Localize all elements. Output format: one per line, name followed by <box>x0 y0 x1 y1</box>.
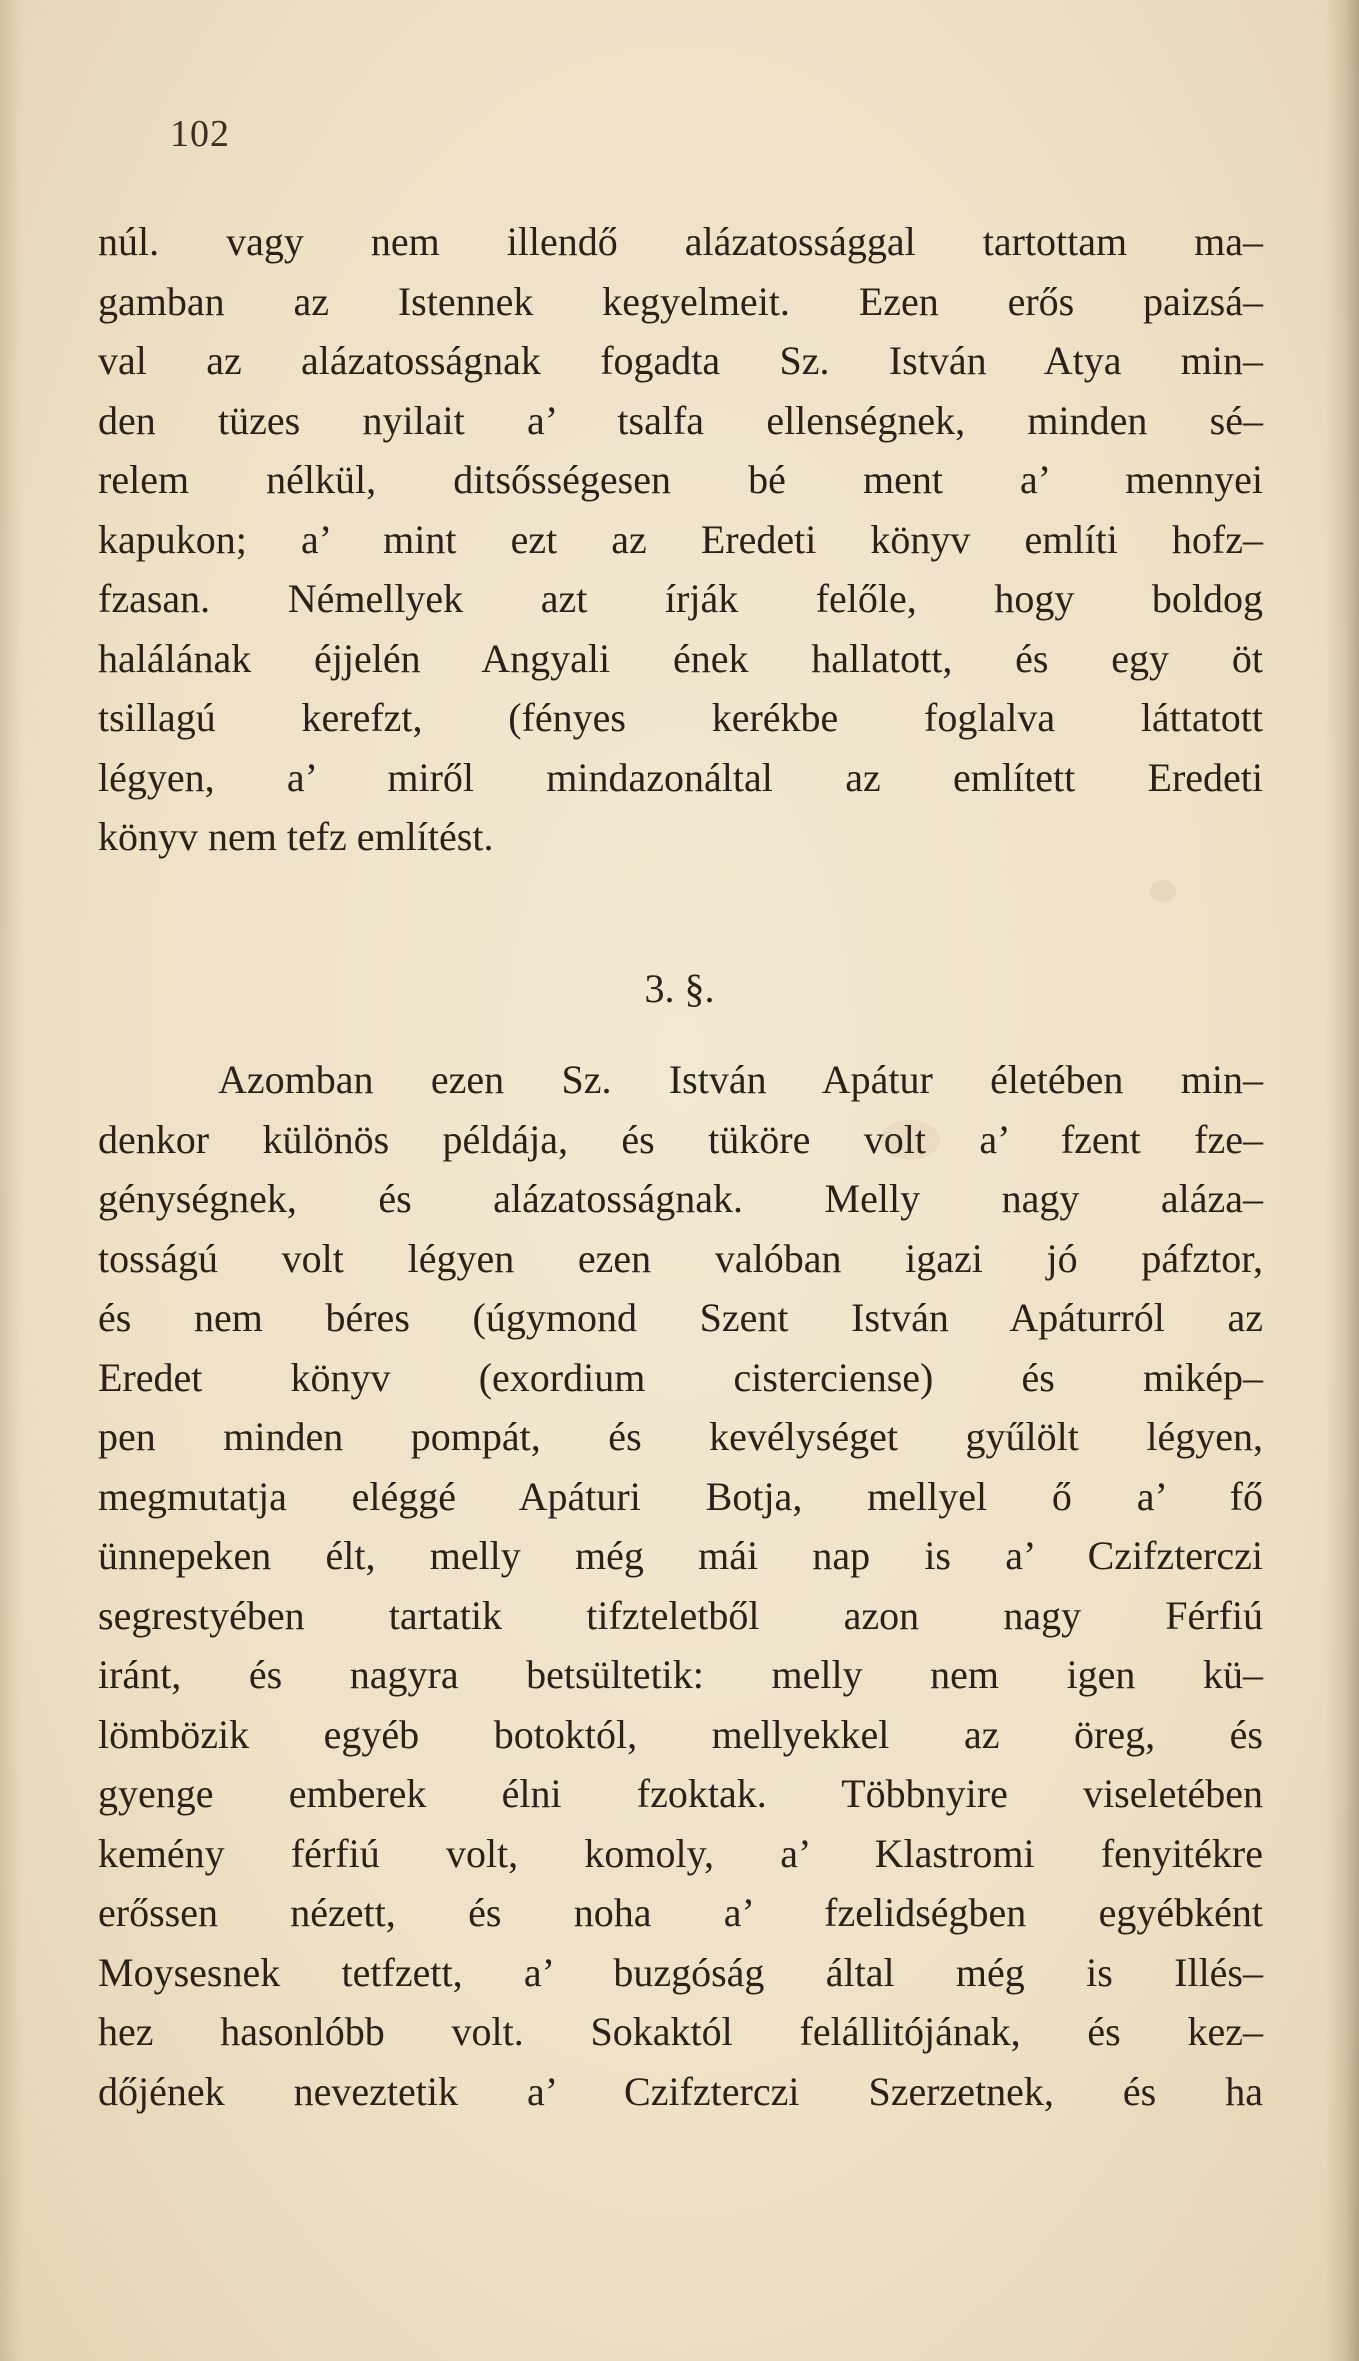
text-line: megmutatja eléggé Apáturi Botja, mellyel ő a’ fő <box>98 1473 1263 1519</box>
text-line: den tüzes nyilait a’ tsalfa ellenségnek, minden sé– <box>98 397 1263 443</box>
text-line: erőssen nézett, és noha a’ fzelidségben egyébként <box>98 1890 1263 1935</box>
text-line: pen minden pompát, és kevélységet gyűlölt légyen, <box>98 1414 1263 1459</box>
text-line: val az alázatosságnak fogadta Sz. István Atya min– <box>98 338 1263 383</box>
text-line: lömbözik egyéb botoktól, mellyekkel az öreg, és <box>98 1711 1263 1757</box>
page-right-edge-shadow <box>1325 0 1359 2361</box>
text-line: tsillagú kerefzt, (fényes kerékbe foglalva láttatott <box>98 695 1263 740</box>
paper-stain <box>1150 880 1176 902</box>
text-line: Azomban ezen Sz. István Apátur életében min– <box>218 1057 1263 1102</box>
text-line: ünnepeken élt, melly még mái nap is a’ Czifzterczi <box>98 1533 1263 1578</box>
text-line: génységnek, és alázatosságnak. Melly nagy aláza– <box>98 1176 1263 1221</box>
text-line: kapukon; a’ mint ezt az Eredeti könyv említi hofz– <box>98 516 1263 562</box>
text-line: relem nélkül, ditsősségesen bé ment a’ mennyei <box>98 457 1263 502</box>
text-line: tosságú volt légyen ezen valóban igazi jó páfztor, <box>98 1235 1263 1281</box>
text-line: segrestyében tartatik tifzteletből azon nagy Férfiú <box>98 1592 1263 1638</box>
text-line: Eredet könyv (exordium cisterciense) és mikép– <box>98 1354 1263 1400</box>
text-line: hez hasonlóbb volt. Sokaktól felállitójának, és kez– <box>98 2009 1263 2054</box>
paragraph-2 <box>98 1050 1263 2121</box>
page-number: 102 <box>170 113 230 155</box>
text-line: dőjének neveztetik a’ Czifzterczi Szerzetnek, és ha <box>98 2068 1263 2114</box>
text-line: és nem béres (úgymond Szent István Apáturról az <box>98 1295 1263 1340</box>
text-line: gamban az Istennek kegyelmeit. Ezen erős paizsá– <box>98 278 1263 324</box>
section-heading: 3. §. <box>644 966 715 1011</box>
text-line: könyv nem tefz említést. <box>98 814 494 859</box>
text-line: légyen, a’ miről mindazonáltal az említett Eredeti <box>98 754 1263 800</box>
text-line: fzasan. Némellyek azt írják felőle, hogy boldog <box>98 576 1263 621</box>
text-line: halálának éjjelén Angyali ének hallatott, és egy öt <box>98 635 1263 681</box>
text-line: denkor különös példája, és tüköre volt a’ fzent fze– <box>98 1116 1263 1162</box>
paragraph-1 <box>98 212 1263 867</box>
text-line: Moysesnek tetfzett, a’ buzgóság által még is Illés– <box>98 1949 1263 1995</box>
text-line: gyenge emberek élni fzoktak. Többnyire viseletében <box>98 1771 1263 1816</box>
text-line: iránt, és nagyra betsültetik: melly nem igen kü– <box>98 1652 1263 1697</box>
text-line: kemény férfiú volt, komoly, a’ Klastromi fenyitékre <box>98 1830 1263 1876</box>
text-line: núl. vagy nem illendő alázatossággal tartottam ma– <box>98 219 1263 264</box>
page-left-edge-shadow <box>0 0 22 2361</box>
